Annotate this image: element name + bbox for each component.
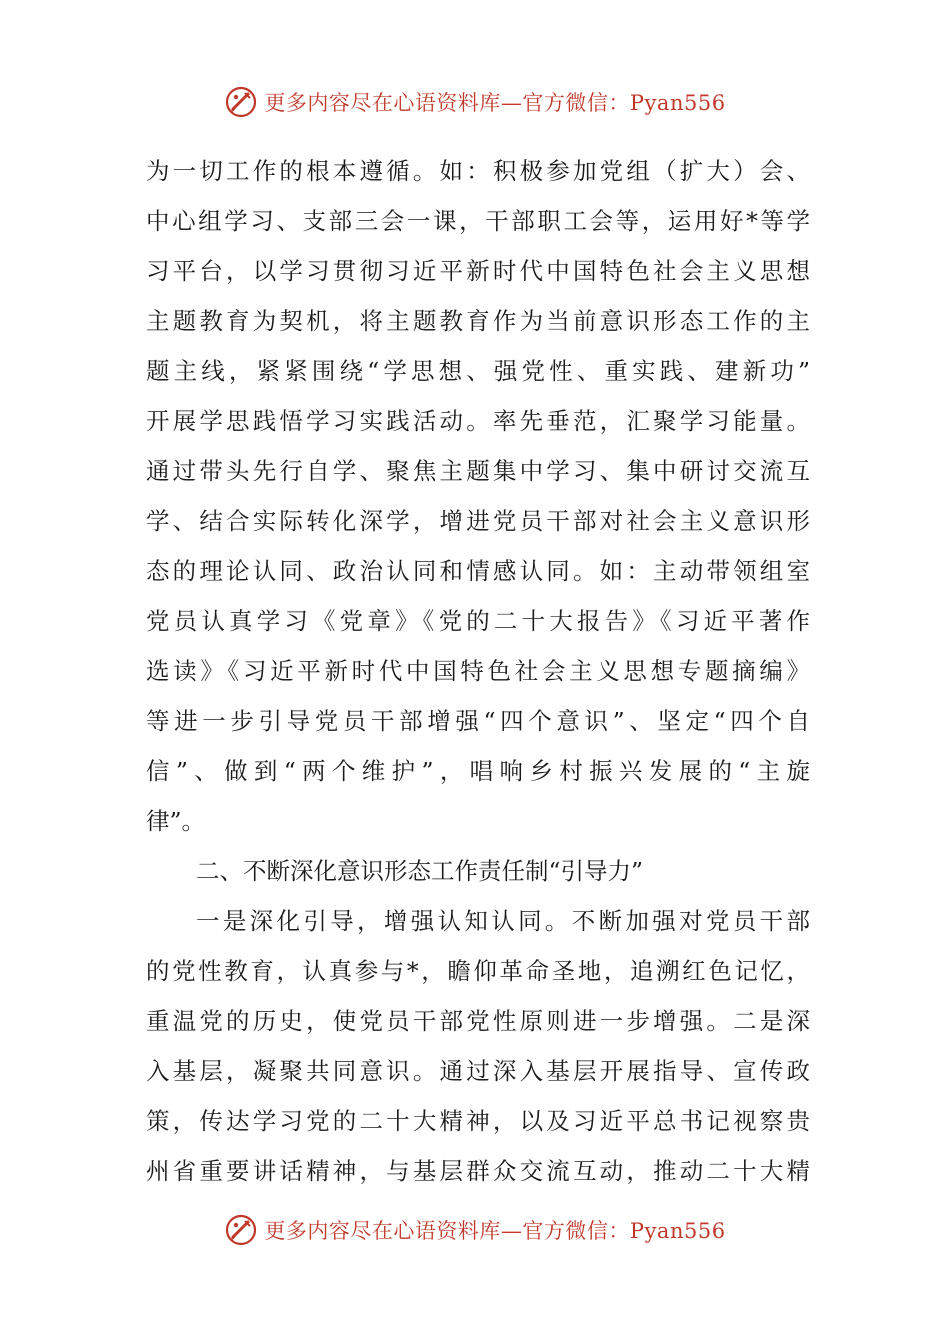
body-line: 主题教育为契机，将主题教育作为当前意识形态工作的主 xyxy=(146,307,810,335)
header-banner-text: 更多内容尽在心语资料库—官方微信：Pyan556 xyxy=(264,91,726,115)
body-line: 态的理论认同、政治认同和情感认同。如：主动带领组室 xyxy=(146,557,810,585)
body-line: 学、结合实际转化深学，增进党员干部对社会主义意识形 xyxy=(146,507,810,535)
body-line: 为一切工作的根本遵循。如：积极参加党组（扩大）会、 xyxy=(146,157,810,185)
body-line: 的党性教育，认真参与*，瞻仰革命圣地，追溯红色记忆， xyxy=(146,957,810,985)
header-banner xyxy=(0,82,950,122)
body-line: 重温党的历史，使党员干部党性原则进一步增强。二是深 xyxy=(146,1007,810,1035)
document-body xyxy=(146,146,810,1196)
footer-banner-text: 更多内容尽在心语资料库—官方微信：Pyan556 xyxy=(264,1219,726,1243)
body-line: 策，传达学习党的二十大精神，以及习近平总书记视察贵 xyxy=(146,1107,810,1135)
footer-banner xyxy=(0,1210,950,1250)
body-line: 信”、做到“两个维护”，唱响乡村振兴发展的“主旋 xyxy=(146,757,810,785)
body-line: 党员认真学习《党章》《党的二十大报告》《习近平著作 xyxy=(146,607,810,635)
body-line: 州省重要讲话精神，与基层群众交流互动，推动二十大精 xyxy=(146,1157,810,1185)
pen-logo-icon xyxy=(224,1213,258,1247)
body-line: 入基层，凝聚共同意识。通过深入基层开展指导、宣传政 xyxy=(146,1057,810,1085)
body-line: 律”。 xyxy=(146,807,206,835)
body-line: 选读》《习近平新时代中国特色社会主义思想专题摘编》 xyxy=(146,657,810,685)
pen-logo-icon xyxy=(224,85,258,119)
body-line: 通过带头先行自学、聚焦主题集中学习、集中研讨交流互 xyxy=(146,457,810,485)
body-line: 习平台，以学习贯彻习近平新时代中国特色社会主义思想 xyxy=(146,257,810,285)
body-line: 题主线，紧紧围绕“学思想、强党性、重实践、建新功” xyxy=(146,357,810,385)
body-line: 等进一步引导党员干部增强“四个意识”、坚定“四个自 xyxy=(146,707,810,735)
body-line: 中心组学习、支部三会一课，干部职工会等，运用好*等学 xyxy=(146,207,810,235)
section-heading: 二、不断深化意识形态工作责任制“引导力” xyxy=(196,857,644,885)
body-line: 开展学思践悟学习实践活动。率先垂范，汇聚学习能量。 xyxy=(146,407,810,435)
paragraph-first-line: 一是深化引导，增强认知认同。不断加强对党员干部 xyxy=(196,907,810,935)
